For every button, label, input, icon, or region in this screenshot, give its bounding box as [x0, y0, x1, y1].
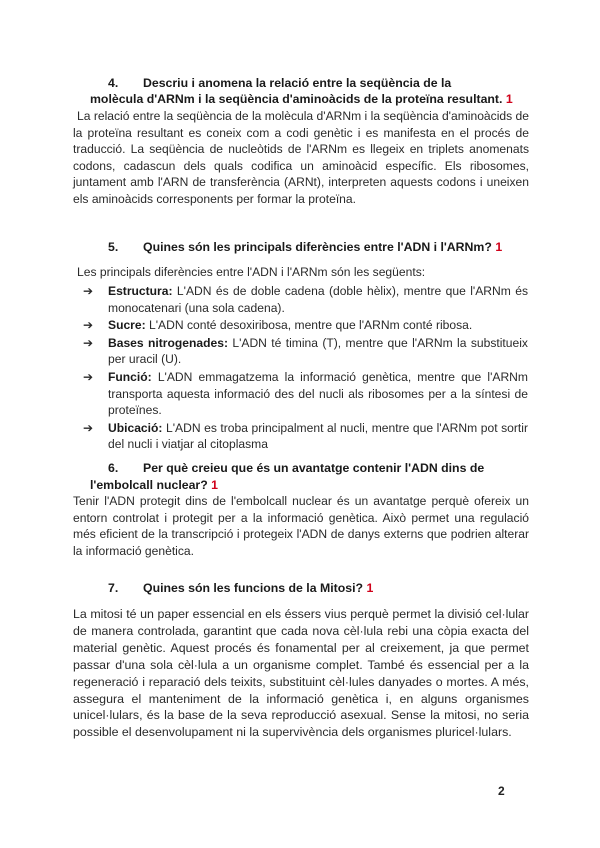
question-5-number: 5. — [108, 240, 119, 254]
question-6-number: 6. — [108, 461, 119, 475]
item-text: L'ADN conté desoxiribosa, mentre que l'ARNm conté ribosa. — [149, 318, 473, 333]
arrow-icon: ➔ — [83, 369, 94, 384]
item-term: Estructura: — [108, 284, 173, 298]
question-4-heading-line2 — [90, 91, 530, 108]
differences-list — [83, 283, 528, 454]
question-6-line2: l'embolcall nuclear? — [90, 478, 208, 492]
question-6-answer: Tenir l'ADN protegit dins de l'embolcall nuclear és un avantatge perquè ofereix un entorn controlat i protegit per a la informació genètica. Això permet una regulació més eficient de la transcripció i protegeix l'ADN de danys externs que podrien alterar la informació genètica. — [73, 494, 529, 558]
arrow-icon: ➔ — [83, 284, 94, 298]
score-mark: 1 — [211, 478, 218, 492]
question-7-heading — [108, 580, 528, 597]
score-mark: 1 — [505, 92, 513, 106]
question-4-answer: La relació entre la seqüència de la molècula d'ARNm i la seqüència d'aminoàcids de la proteïna resultant es coneix com a codi genètic i es manifesta en el procés de traducció. La seqüència de nucleòtids de l'ARNm es llegeix en triplets anomenats codons, cadascun dels quals codifica un aminoàcid específic. Els ribosomes, juntament amb l'ARN de transferència (ARNt), interpreten aquests codons i uneixen els aminoàcids corresponents per formar la proteïna. — [73, 109, 529, 206]
question-7-title: Quines són les funcions de la Mitosi? — [143, 581, 364, 595]
arrow-icon: ➔ — [83, 335, 94, 350]
list-item — [83, 335, 528, 368]
list-item — [83, 420, 528, 453]
item-text: L'ADN es troba principalment al nucli, mentre que l'ARNm pot sortir del nucli i viatjar al citoplasma — [108, 420, 528, 452]
item-text: L'ADN emmagatzema la informació genètica, mentre que l'ARNm transporta aquesta informació des del nucli als ribosomes per a la síntesi de proteïnes. — [108, 369, 528, 418]
item-term: Funció: — [108, 369, 152, 384]
question-4-line1: Descriu i anomena la relació entre la seqüència de la — [143, 76, 452, 90]
item-term: Sucre: — [108, 318, 146, 333]
question-4-line2: molècula d'ARNm i la seqüència d'aminoàcids de la proteïna resultant. — [90, 92, 503, 106]
arrow-icon: ➔ — [83, 420, 94, 435]
item-term: Ubicació: — [108, 420, 163, 435]
item-text: L'ADN té timina (T), mentre que l'ARNm la substitueix per uracil (U). — [108, 335, 528, 367]
question-4-heading — [108, 75, 528, 92]
question-6-line1: Per què creieu que és un avantatge contenir l'ADN dins de — [143, 461, 485, 475]
arrow-icon: ➔ — [83, 318, 94, 333]
list-item — [83, 283, 528, 316]
list-item — [83, 317, 528, 334]
question-5-title: Quines són les principals diferències entre l'ADN i l'ARNm? — [143, 240, 492, 254]
question-6-heading — [108, 460, 528, 477]
page-number: 2 — [498, 784, 505, 798]
question-7-answer: La mitosi té un paper essencial en els éssers vius perquè permet la divisió cel·lular de manera controlada, garantint que cada nova cèl·lula rebi una còpia exacta del material genètic. Aquest procés és fonamental per al creixement, ja que permet passar d'una sola cèl·lula a un organisme complet. També és essencial per a la regeneració i reparació dels teixits, substituint cèl·lules danyades o mortes. A més, assegura el manteniment de la informació genètica i, en alguns organismes unicel·lulars, és la base de la seva reproducció asexual. Sense la mitosi, no seria possible el desenvolupament ni la supervivència dels organismes pluricel·lulars. — [73, 607, 529, 740]
question-5-intro: Les principals diferències entre l'ADN i l'ARNm són les següents: — [77, 265, 426, 279]
list-item — [83, 369, 528, 419]
score-mark: 1 — [495, 240, 503, 254]
score-mark: 1 — [366, 581, 374, 595]
question-4-number: 4. — [108, 76, 119, 90]
question-7-number: 7. — [108, 581, 119, 595]
item-term: Bases nitrogenades: — [108, 335, 228, 350]
item-text: L'ADN és de doble cadena (doble hèlix), mentre que l'ARNm és monocatenari (una sola cadena). — [108, 284, 528, 315]
question-6-heading-line2 — [90, 477, 530, 494]
question-5-heading — [108, 239, 528, 256]
